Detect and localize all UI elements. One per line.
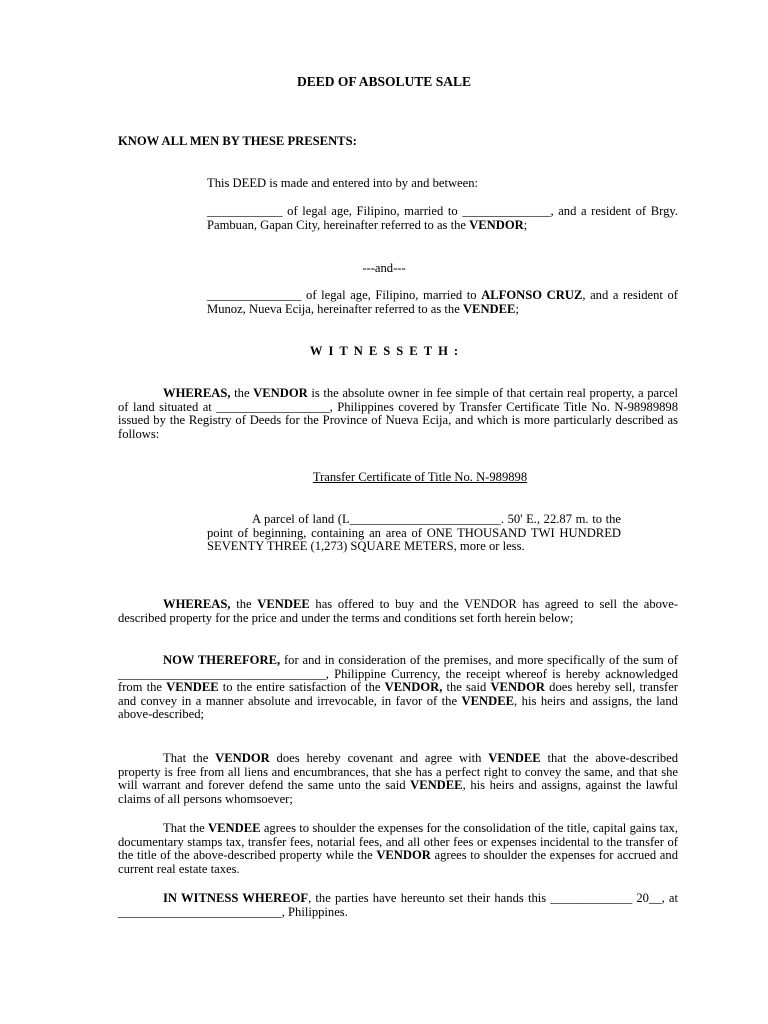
witnesseth-heading: WITNESSETH: [309,344,465,358]
vendor-name-blank: ____________ [207,204,283,218]
vendor-spouse-blank: ______________ [462,204,551,218]
vendee-party-paragraph: _______________ of legal age, Filipino, married to ALFONSO CRUZ, and a resident of Munoz, Nueva Ecija, hereinafter referred to as the VENDEE; [207,288,678,316]
vendor-party-paragraph: ____________ of legal age, Filipino, married to ______________, and a resident of Brgy. Pambuan, Gapan City, hereinafter referred to as the VENDOR; [207,204,679,232]
location-blank: __________________ [216,399,330,414]
price-blank: _________________________________ [118,666,326,681]
witness-whereof-paragraph: IN WITNESS WHEREOF, the parties have hereunto set their hands this _____________ 20__, at __________________________, Philippines. [118,891,678,919]
whereas-offer-paragraph: WHEREAS, the VENDEE has offered to buy and the VENDOR has agreed to sell the above-described property for the price and under the terms and conditions set forth herein below; [118,597,679,625]
now-therefore-paragraph: NOW THEREFORE, for and in consideration of the premises, and more specifically of the sum of _________________________________, Philippine Currency, the receipt whereof is hereby acknowledged from the VENDEE to the entire satisfaction of the VENDOR, the said VENDOR does hereby sell, transfer and convey in a manner absolute and irrevocable, in favor of the VENDEE, his heirs and assigns, the land above-described; [118,653,679,722]
land-description-paragraph: A parcel of land (L________________________. 50' E., 22.87 m. to the point of beginning, containing an area of ONE THOUSAND TWI HUNDRED SEVENTY THREE (1,273) SQUARE METERS, more or less. [207,512,622,554]
expenses-paragraph: That the VENDEE agrees to shoulder the expenses for the consolidation of the title, capital gains tax, documentary stamps tax, transfer fees, notarial fees, and all other fees or expenses incidental to the transfer of the title of the above-described property while the VENDOR agrees to shoulder the expenses for accrued and current real estate taxes. [118,821,678,876]
intro-line: This DEED is made and entered into by and between: [207,176,479,190]
covenant-paragraph: That the VENDOR does hereby covenant and agree with VENDEE that the above-described property is free from all liens and encumbrances, that she has a perfect right to convey the same, and that she will warrant and forever defend the same unto the said VENDEE, his heirs and assigns, against the lawful claims of all persons whomsoever; [118,751,678,806]
vendee-role-label: VENDEE [462,301,516,316]
document-title: DEED OF ABSOLUTE SALE [297,74,471,89]
vendee-name-blank: _______________ [207,288,302,302]
place-blank: __________________________ [118,904,282,919]
opening-line: KNOW ALL MEN BY THESE PRESENTS: [118,134,357,148]
whereas-owner-paragraph: WHEREAS, the VENDOR is the absolute owner in fee simple of that certain real property, a parcel of land situated at __________________, Philippines covered by Transfer Certificate Title No. N-98989898 issued by the Registry of Deeds for the Province of Nueva Ecija, and which is more particularly described as follows: [118,386,679,441]
vendor-role-label: VENDOR [469,217,524,232]
tct-heading: Transfer Certificate of Title No. N-989898 [312,470,528,484]
and-separator: ---and--- [362,261,406,275]
lot-description-blank: ________________________ [349,512,501,526]
date-blank: _____________ [550,891,633,905]
vendee-spouse-name: ALFONSO CRUZ [481,288,583,302]
